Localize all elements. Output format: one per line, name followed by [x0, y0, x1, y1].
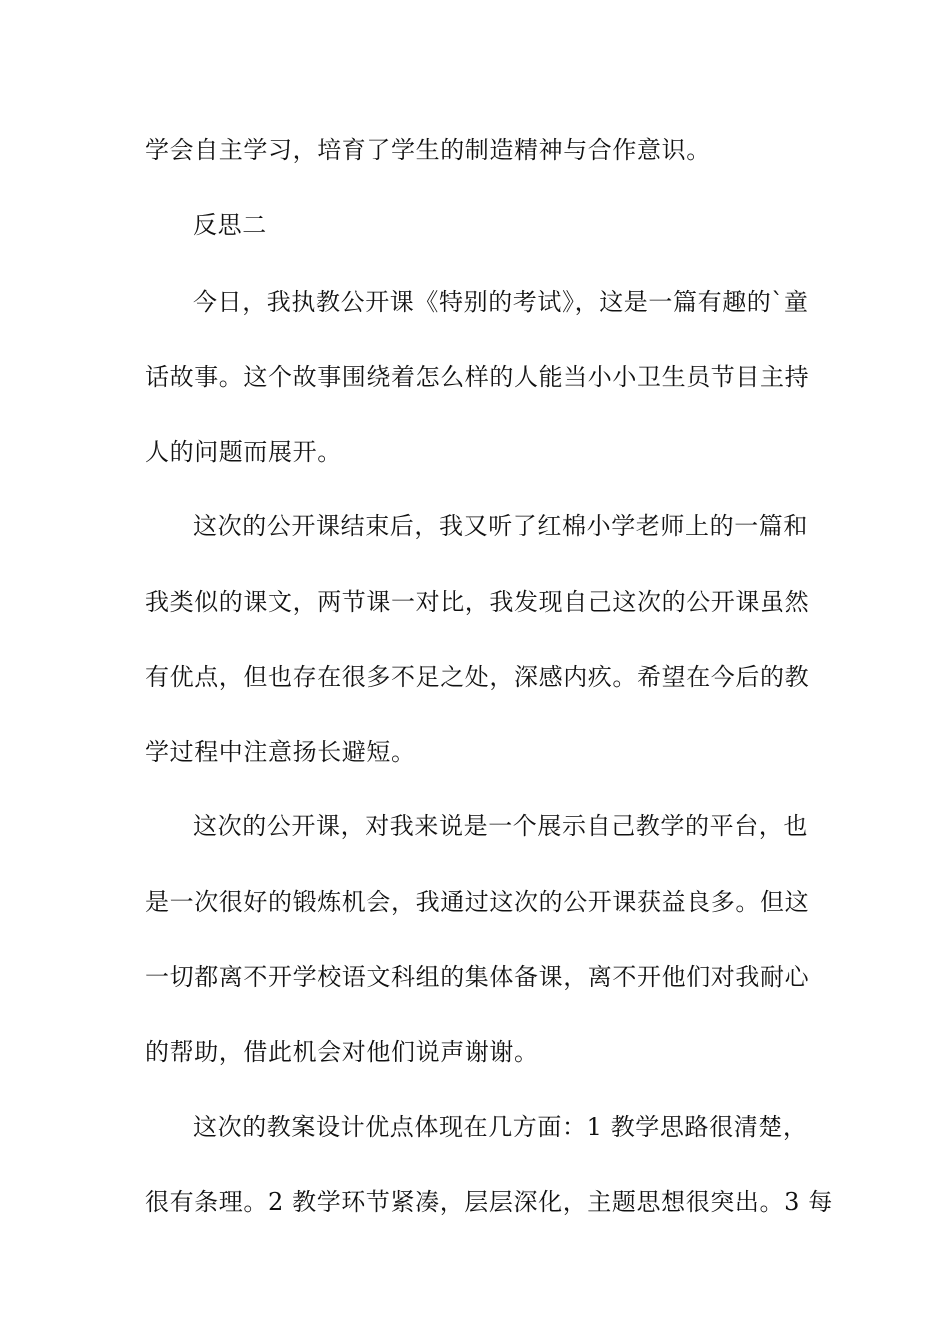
text-line: 我类似的课文，两节课一对比，我发现自己这次的公开课虽然 [145, 588, 810, 616]
section-heading: 反思二 [193, 211, 267, 239]
text-line: 这次的公开课结束后，我又听了红棉小学老师上的一篇和 [193, 512, 808, 540]
text-line: 学会自主学习，培育了学生的制造精神与合作意识。 [145, 136, 711, 164]
text-line: 人的问题而展开。 [145, 438, 342, 466]
text-line: 这次的公开课，对我来说是一个展示自己教学的平台，也 [193, 812, 808, 840]
text-line: 是一次很好的锻炼机会，我通过这次的公开课获益良多。但这 [145, 888, 810, 916]
text-line: 很有条理。2 教学环节紧凑，层层深化，主题思想很突出。3 每 [145, 1188, 833, 1216]
text-line: 今日，我执教公开课《特别的考试》，这是一篇有趣的`童 [193, 288, 809, 316]
text-line: 话故事。这个故事围绕着怎么样的人能当小小卫生员节目主持 [145, 363, 810, 391]
text-line: 这次的教案设计优点体现在几方面：1 教学思路很清楚， [193, 1113, 808, 1141]
text-line: 一切都离不开学校语文科组的集体备课，离不开他们对我耐心 [145, 963, 810, 991]
text-line: 的帮助，借此机会对他们说声谢谢。 [145, 1038, 539, 1066]
text-line: 学过程中注意扬长避短。 [145, 738, 416, 766]
text-line: 有优点，但也存在很多不足之处，深感内疚。希望在今后的教 [145, 663, 810, 691]
